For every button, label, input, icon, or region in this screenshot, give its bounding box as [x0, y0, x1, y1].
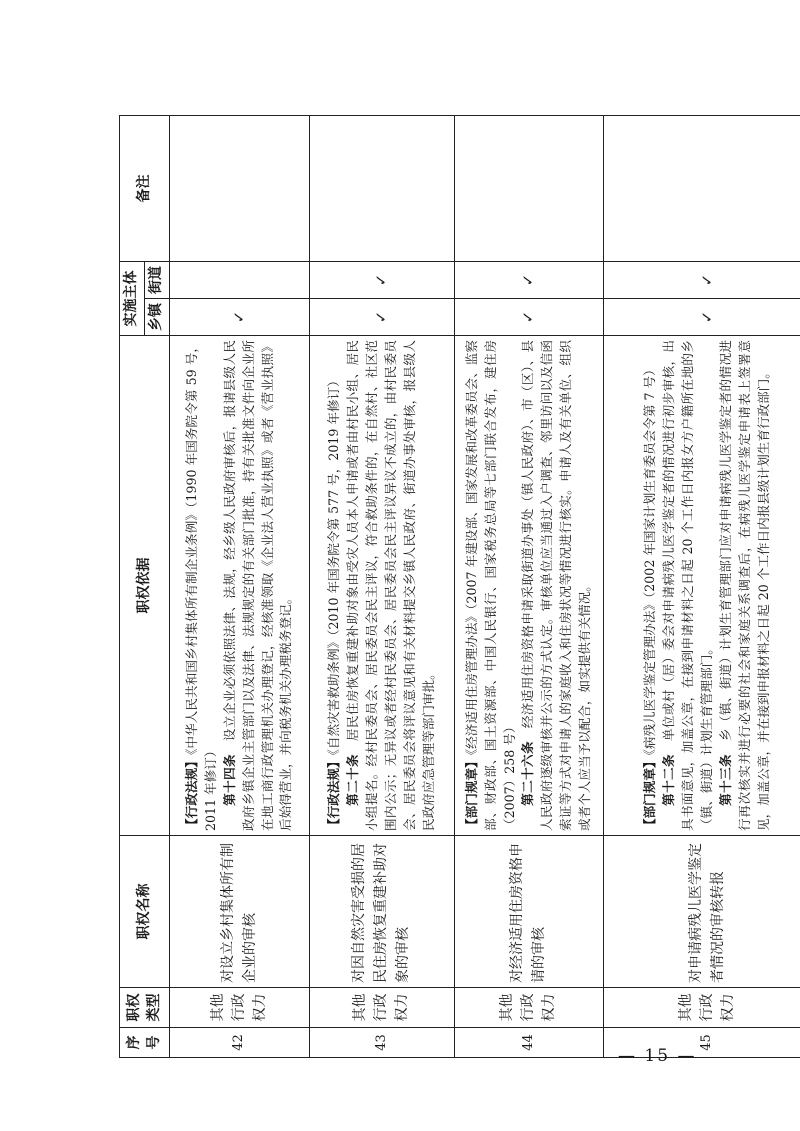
cell-seq: 43 [310, 1028, 454, 1058]
header-seq: 序号 [120, 1028, 170, 1058]
basis-article: 第二十六条 [520, 741, 536, 806]
basis-text: 设立企业必须依照法律、法规，经乡级人民政府审核后，报请县级人民政府乡镇企业主管部门以及法律、法规规定的有关部门批准，持有关批准文件向企业所在地工商行政管理机关办理登记，经核准领取《企业法人营业执照》或者《营业执照》后始得营业，并向税务机关办理税务登记。 [221, 339, 294, 831]
cell-type: 其他行政权力 [604, 988, 800, 1028]
basis-category: 【部门规章】 [642, 755, 658, 831]
cell-street-check: ✓ [604, 262, 800, 299]
table-row [170, 116, 310, 1058]
basis-article: 第十三条 [718, 754, 734, 806]
basis-paragraph [641, 340, 660, 831]
basis-text: 《经济适用住房管理办法》（2007 年建设部、国家发展和改革委员会、监察部、财政部、国土资源部、中国人民银行、国家税务总局等七部门联合发布，建住房（2007）258 号） [463, 340, 517, 831]
basis-text: 单位或村（居）委会对申请病残儿医学鉴定者的情况进行初步审核，出具书面意见，加盖公章，在接到申请材料之日起 20 个工作日内报女方户籍所在地的乡（镇、街道）计划生育管理部门。 [661, 339, 715, 831]
basis-category: 【部门规章】 [463, 755, 479, 831]
header-row [120, 116, 145, 1058]
table-row [604, 116, 800, 1058]
basis-paragraph [463, 340, 520, 831]
basis-category: 【行政法规】 [183, 754, 199, 831]
basis-paragraph [519, 340, 595, 831]
basis-paragraph [183, 340, 221, 831]
basis-text: 《中华人民共和国乡村集体所有制企业条例》（1990 年国务院令第 59 号，2011 年修订） [183, 340, 218, 831]
authority-table [119, 115, 800, 1058]
cell-remark [310, 116, 454, 262]
header-subject: 实施主体 [120, 262, 145, 336]
header-township: 乡镇 [145, 299, 170, 336]
cell-basis [454, 336, 604, 836]
cell-name: 对因自然灾害受损的居民住房恢复重建补助对象的审核 [310, 836, 454, 988]
cell-street-check: ✓ [310, 262, 454, 299]
basis-text: 居民住房恢复重建补助对象由受灾人员本人申请或者由村民小组、居民小组提名。经村民委员会、居民委员会民主评议，符合救助条件的，在自然村、社区范围内公示；无异议或者经村民委员会、居民委员会民主评议异议不成立的，由村民委员会、居民委员会将评议意见和有关材料提交乡镇人民政府、街道办事处审核，报县级人民政府应急管理等部门审批。 [345, 339, 436, 831]
basis-paragraph [221, 340, 297, 831]
cell-street-check [170, 262, 310, 299]
basis-paragraph [717, 340, 774, 831]
basis-paragraph [344, 340, 438, 831]
cell-name: 对设立乡村集体所有制企业的审核 [170, 836, 310, 988]
basis-text: 经济适用住房资格申请采取街道办事处（镇人民政府）、市（区）、县人民政府逐级审核并公示的方式认定。审核单位应当通过入户调查、邻里访问以及信函索证等方式对申请人的家庭收入和住房状况等情况进行核实。申请人及有关单位、组织或者个人应当予以配合，如实提供有关情况。 [520, 339, 593, 831]
cell-township-check: ✓ [310, 299, 454, 336]
basis-paragraph [325, 340, 344, 831]
cell-street-check: ✓ [454, 262, 604, 299]
cell-seq: 44 [454, 1028, 604, 1058]
header-name: 职权名称 [120, 836, 170, 988]
basis-text: 乡（镇、街道）计划生育管理部门应对申请病残儿医学鉴定者的情况进行再次核实并进行必要的社会和家庭关系调查后，在病残儿医学鉴定申请表上签署意见，加盖公章，并在接到申报材料之日起 20 个工作日内报县级计划生育行政部门。 [718, 339, 771, 831]
cell-name: 对申请病残儿医学鉴定者情况的审核转报 [604, 836, 800, 988]
cell-type: 其他行政权力 [170, 988, 310, 1028]
cell-township-check: ✓ [454, 299, 604, 336]
rotated-table-container [119, 116, 800, 1058]
cell-remark [170, 116, 310, 262]
basis-category: 【行政法规】 [326, 755, 342, 831]
cell-seq: 42 [170, 1028, 310, 1058]
header-type: 职权类型 [120, 988, 170, 1028]
cell-basis [170, 336, 310, 836]
cell-name: 对经济适用住房资格申请的审核 [454, 836, 604, 988]
basis-article: 第二十条 [345, 754, 361, 806]
basis-text: 《自然灾害救助条例》（2010 年国务院令第 577 号，2019 年修订） [326, 374, 342, 756]
header-street: 街道 [145, 262, 170, 299]
basis-article: 第十四条 [221, 754, 237, 806]
cell-remark [454, 116, 604, 262]
cell-type: 其他行政权力 [454, 988, 604, 1028]
cell-township-check: ✓ [170, 299, 310, 336]
table-row [454, 116, 604, 1058]
cell-basis [310, 336, 454, 836]
basis-text: 《病残儿医学鉴定管理办法》（2002 年国家计划生育委员会令第 7 号） [642, 363, 658, 756]
table-row [310, 116, 454, 1058]
cell-basis [604, 336, 800, 836]
basis-paragraph [660, 340, 717, 831]
header-basis: 职权依据 [120, 336, 170, 836]
cell-seq: 45 [604, 1028, 800, 1058]
header-remark: 备注 [120, 116, 170, 262]
cell-type: 其他行政权力 [310, 988, 454, 1028]
cell-township-check: ✓ [604, 299, 800, 336]
basis-article: 第十二条 [661, 754, 677, 806]
page-number: — 15 — [618, 1046, 697, 1066]
table-body [170, 116, 800, 1058]
cell-remark [604, 116, 800, 262]
